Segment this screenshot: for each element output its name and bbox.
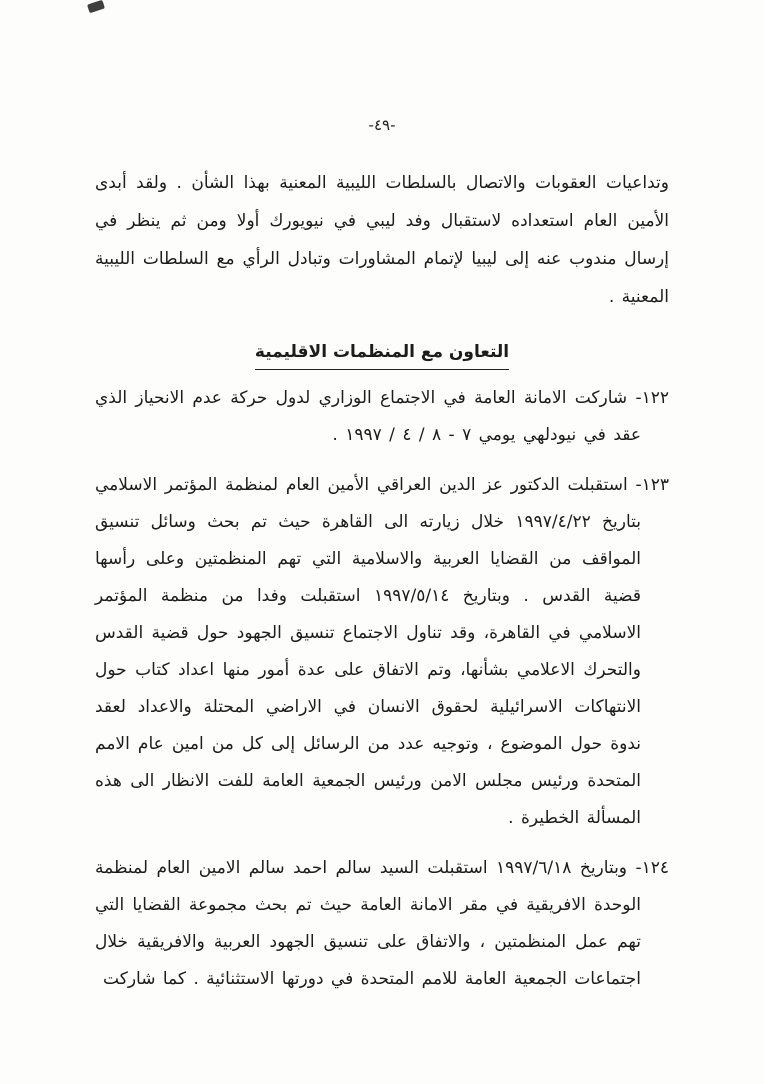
item-text-124: وبتاريخ ١٩٩٧/٦/١٨ استقبلت السيد سالم احمد سالم الامين العام لمنظمة الوحدة الافريقية في مقر الامانة العامة حيث تم بحث مجموعة القضايا التي تهم عمل المنظمتين ، والاتفاق على تنسيق الجهود العربية والافريقية خلال اجتماعات الجمعية العامة للامم المتحدة في دورتها الاستثنائية . كما شاركت — [95, 858, 641, 989]
item-number-123: ١٢٣- — [635, 475, 670, 495]
page-content — [95, 116, 669, 998]
list-item-122 — [95, 380, 669, 454]
section-heading-text: التعاون مع المنظمات الاقليمية — [255, 342, 509, 370]
list-item-124 — [95, 850, 669, 998]
item-number-122: ١٢٢- — [635, 388, 669, 408]
page-number: -٤٩- — [368, 116, 396, 134]
section-heading — [95, 342, 669, 362]
item-number-124: ١٢٤- — [635, 858, 670, 878]
intro-paragraph: وتداعيات العقوبات والاتصال بالسلطات الليبية المعنية بهذا الشأن . ولقد أبدى الأمين العام استعداده لاستقبال وفد ليبي في نيويورك أولا ومن ثم ينظر في إرسال مندوب عنه إلى ليبيا لإتمام المشاورات وتبادل الرأي مع السلطات الليبية المعنية . — [95, 173, 669, 307]
item-text-123: استقبلت الدكتور عز الدين العراقي الأمين العام لمنظمة المؤتمر الاسلامي بتاريخ ١٩٩٧/٤/٢٢ خلال زيارته الى القاهرة حيث تم بحث وسائل تنسيق المواقف من القضايا العربية والاسلامية التي تهم المنظمتين وعلى رأسها قضية القدس . وبتاريخ ١٩٩٧/٥/١٤ استقبلت وفدا من منظمة المؤتمر الاسلامي في القاهرة، وقد تناول الاجتماع تنسيق الجهود حول قضية القدس والتحرك الاعلامي بشأنها، وتم الاتفاق على عدة أمور منها اعداد كتاب حول الانتهاكات الاسرائيلية لحقوق الانسان في الاراضي المحتلة والاعداد لعقد ندوة حول الموضوع ، وتوجيه عدد من الرسائل إلى كل من امين عام الامم المتحدة ورئيس مجلس الامن ورئيس الجمعية العامة للفت الانظار الى هذه المسألة الخطيرة . — [95, 475, 642, 828]
list-item-123 — [95, 467, 669, 837]
item-text-122: شاركت الامانة العامة في الاجتماع الوزاري لدول حركة عدم الانحياز الذي عقد في نيودلهي يومي ٧ - ٨ / ٤ / ١٩٩٧ . — [95, 388, 641, 445]
scan-artifact — [87, 0, 105, 13]
